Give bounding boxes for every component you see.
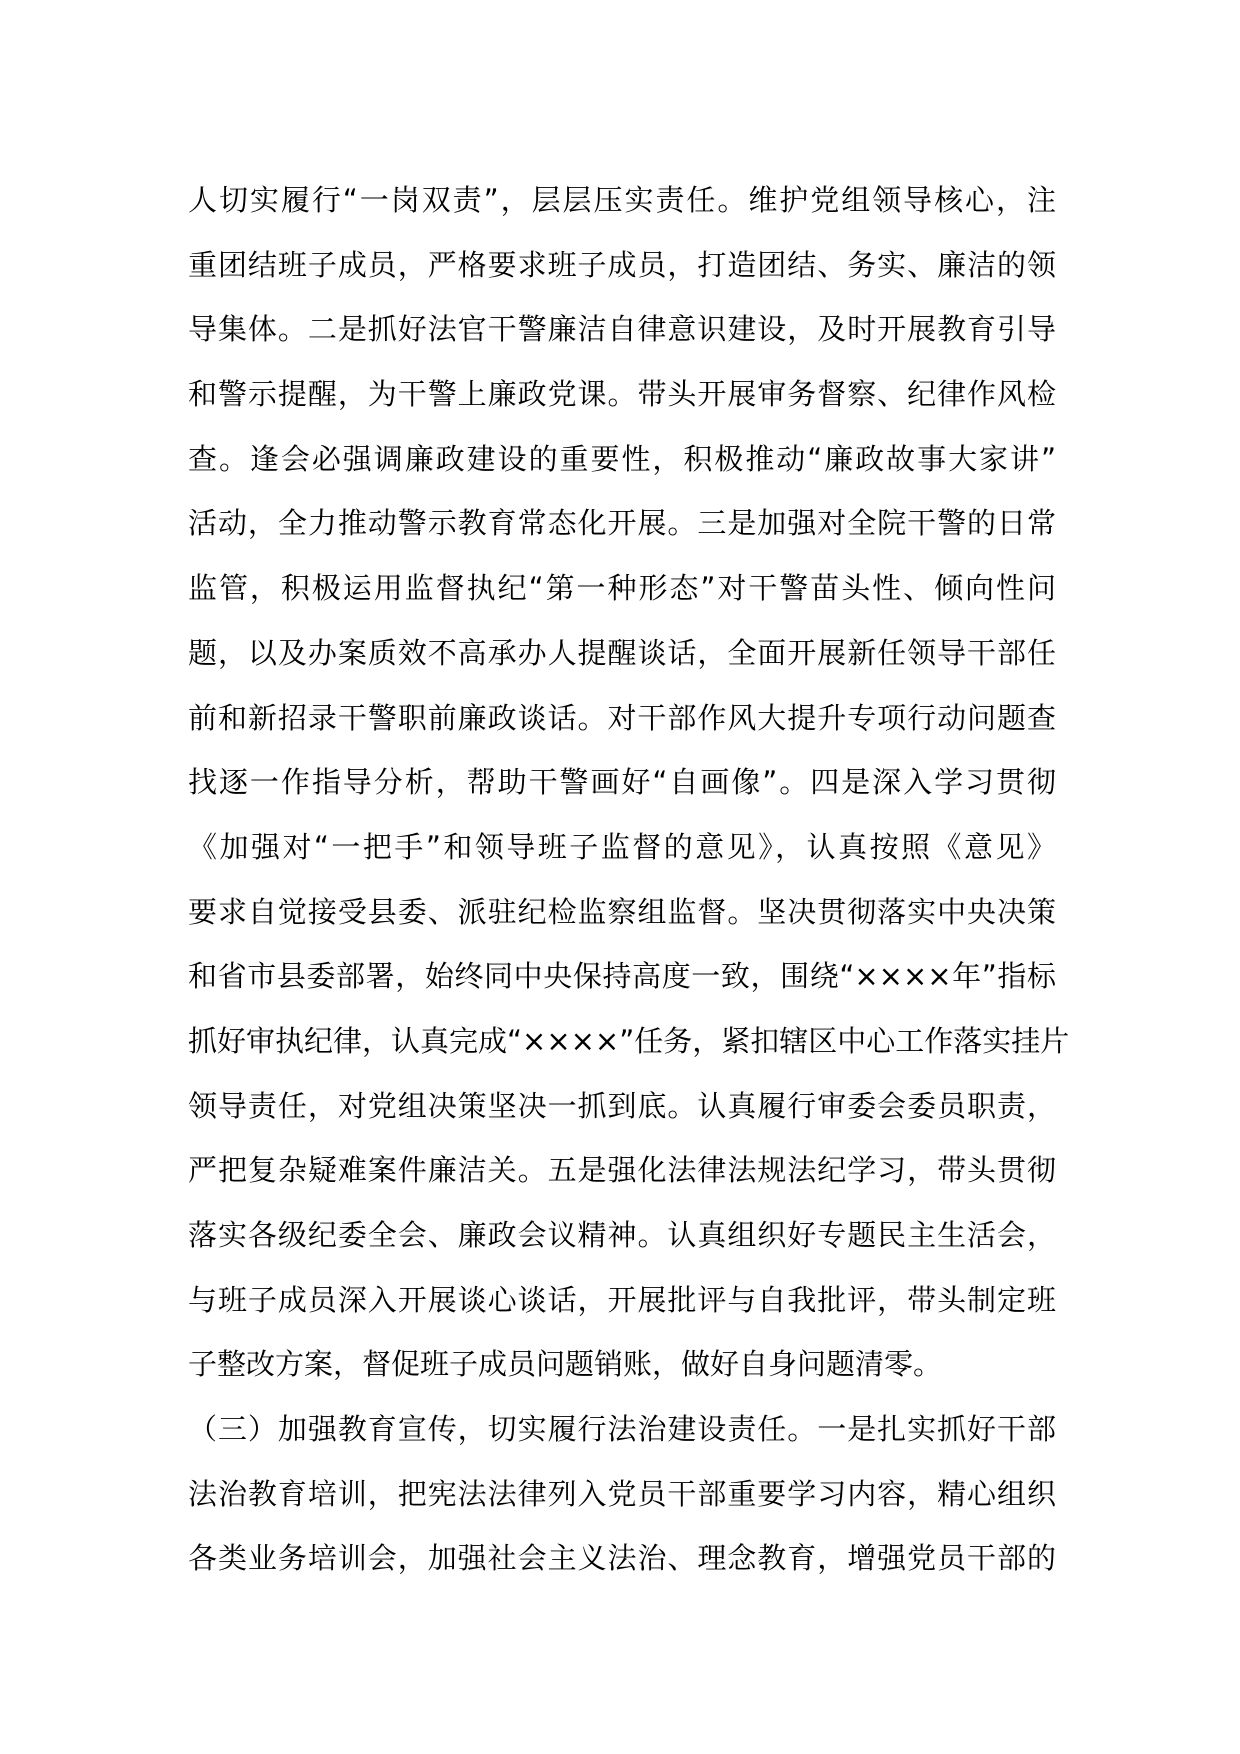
- text-line: 题，以及办案质效不高承办人提醒谈话，全面开展新任领导干部任: [188, 635, 1056, 670]
- section-heading-line: （三）加强教育宣传，切实履行法治建设责任。一是扎实抓好干部: [188, 1412, 1056, 1447]
- text-line: 监管，积极运用监督执纪“第一种形态”对干警苗头性、倾向性问: [188, 571, 1056, 606]
- text-line: 前和新招录干警职前廉政谈话。对干部作风大提升专项行动问题查: [188, 700, 1056, 735]
- text-line: 各类业务培训会，加强社会主义法治、理念教育，增强党员干部的: [188, 1541, 1056, 1576]
- text-line: 严把复杂疑难案件廉洁关。五是强化法律法规法纪学习，带头贯彻: [188, 1153, 1056, 1188]
- text-line: 和省市县委部署，始终同中央保持高度一致，围绕“××××年”指标: [188, 959, 1056, 994]
- text-line: 找逐一作指导分析，帮助干警画好“自画像”。四是深入学习贯彻: [188, 765, 1056, 800]
- text-line: 要求自觉接受县委、派驻纪检监察组监督。坚决贯彻落实中央决策: [188, 894, 1056, 929]
- body-text: [188, 168, 1070, 1591]
- text-line: 活动，全力推动警示教育常态化开展。三是加强对全院干警的日常: [188, 506, 1056, 541]
- text-line: 重团结班子成员，严格要求班子成员，打造团结、务实、廉洁的领: [188, 247, 1056, 282]
- text-line: 导集体。二是抓好法官干警廉洁自律意识建设，及时开展教育引导: [188, 312, 1056, 347]
- text-line: 抓好审执纪律，认真完成“××××”任务，紧扣辖区中心工作落实挂片: [188, 1023, 1070, 1058]
- text-line: 法治教育培训，把宪法法律列入党员干部重要学习内容，精心组织: [188, 1476, 1056, 1511]
- text-line: 与班子成员深入开展谈心谈话，开展批评与自我批评，带头制定班: [188, 1282, 1056, 1317]
- text-line: 和警示提醒，为干警上廉政党课。带头开展审务督察、纪律作风检: [188, 377, 1056, 412]
- text-line: 领导责任，对党组决策坚决一抓到底。认真履行审委会委员职责，: [188, 1088, 1056, 1123]
- text-line: 人切实履行“一岗双责”，层层压实责任。维护党组领导核心，注: [188, 183, 1056, 217]
- text-line: 《加强对“一把手”和领导班子监督的意见》，认真按照《意见》: [188, 829, 1056, 864]
- text-line: 子整改方案，督促班子成员问题销账，做好自身问题清零。: [188, 1347, 943, 1382]
- text-line: 落实各级纪委全会、廉政会议精神。认真组织好专题民主生活会，: [188, 1218, 1056, 1252]
- text-line: 查。逢会必强调廉政建设的重要性，积极推动“廉政故事大家讲”: [188, 441, 1056, 476]
